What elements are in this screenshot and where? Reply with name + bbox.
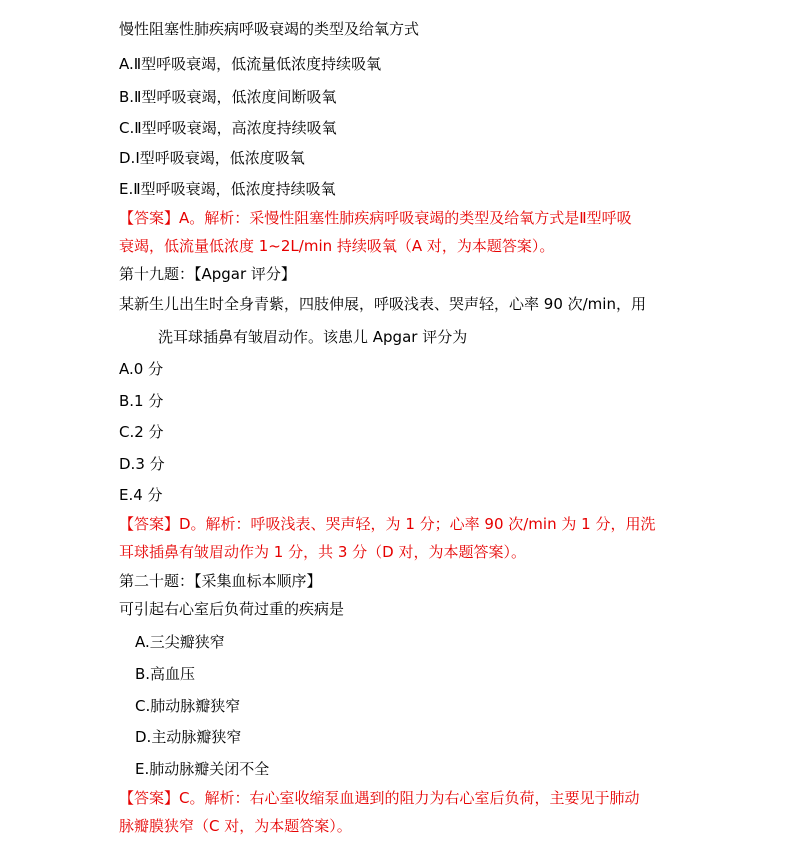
q18-stem: 慢性阻塞性肺疾病呼吸衰竭的类型及给氧方式 [119, 20, 420, 38]
q20-stem: 可引起右心室后负荷过重的疾病是 [119, 600, 345, 618]
q18-option-b: B.Ⅱ型呼吸衰竭，低浓度间断吸氧 [119, 88, 337, 106]
q19-option-e: E.4 分 [119, 486, 163, 504]
q18-answer-line-2: 衰竭，低流量低浓度 1~2L/min 持续吸氧（A 对，为本题答案）。 [119, 237, 555, 255]
q18-option-d: D.Ⅰ型呼吸衰竭，低浓度吸氧 [119, 149, 305, 167]
q19-stem-line-2: 洗耳球插鼻有皱眉动作。该患儿 Apgar 评分为 [158, 328, 468, 346]
q20-answer-line-1: 【答案】C。解析：右心室收缩泵血遇到的阻力为右心室后负荷，主要见于肺动 [119, 789, 640, 807]
q18-answer-line-1: 【答案】A。解析：采慢性阻塞性肺疾病呼吸衰竭的类型及给氧方式是Ⅱ型呼吸 [119, 209, 632, 227]
q19-option-a: A.0 分 [119, 360, 164, 378]
q19-option-c: C.2 分 [119, 423, 164, 441]
q18-option-a: A.Ⅱ型呼吸衰竭，低流量低浓度持续吸氧 [119, 55, 382, 73]
q19-stem-line-1: 某新生儿出生时全身青紫，四肢伸展，呼吸浅表、哭声轻，心率 90 次/min，用 [119, 295, 646, 313]
q20-option-d: D.主动脉瓣狭窄 [135, 728, 242, 746]
q19-title: 第十九题：【Apgar 评分】 [119, 265, 296, 283]
q18-option-c: C.Ⅱ型呼吸衰竭，高浓度持续吸氧 [119, 119, 337, 137]
q18-option-e: E.Ⅱ型呼吸衰竭，低浓度持续吸氧 [119, 180, 336, 198]
q19-option-d: D.3 分 [119, 455, 165, 473]
q20-option-c: C.肺动脉瓣狭窄 [135, 697, 241, 715]
q20-title: 第二十题：【采集血标本顺序】 [119, 572, 322, 590]
q20-answer-line-2: 脉瓣膜狭窄（C 对，为本题答案）。 [119, 817, 352, 835]
q20-option-b: B.高血压 [135, 665, 196, 683]
q19-option-b: B.1 分 [119, 392, 164, 410]
q19-answer-line-2: 耳球插鼻有皱眉动作为 1 分，共 3 分（D 对，为本题答案）。 [119, 543, 526, 561]
q20-option-e: E.肺动脉瓣关闭不全 [135, 760, 270, 778]
q20-option-a: A.三尖瓣狭窄 [135, 633, 225, 651]
q19-answer-line-1: 【答案】D。解析：呼吸浅表、哭声轻，为 1 分；心率 90 次/min 为 1 分，用洗 [119, 515, 656, 533]
